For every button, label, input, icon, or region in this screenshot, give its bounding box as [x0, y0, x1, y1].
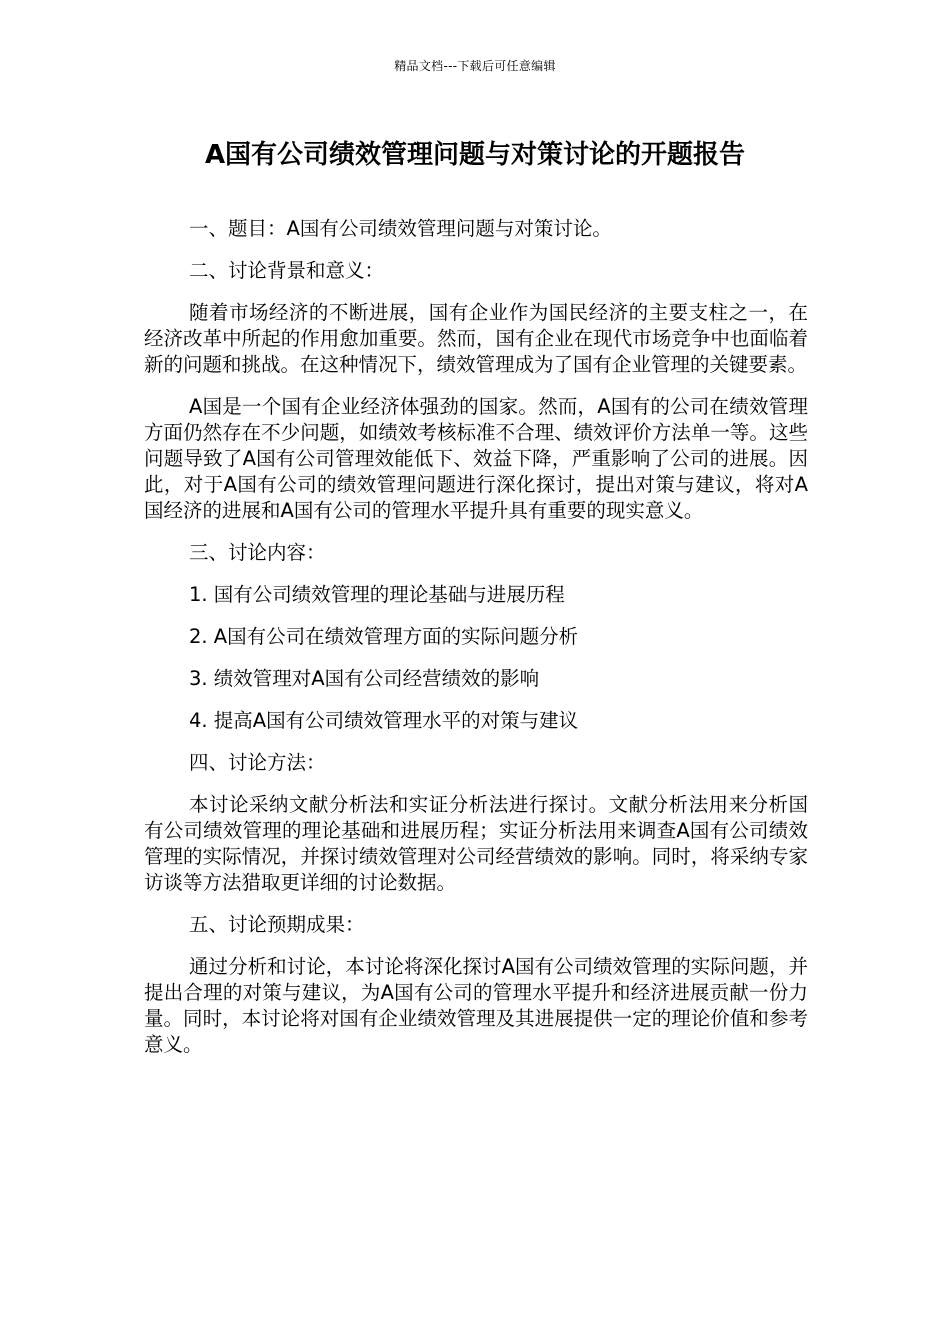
outcome-paragraph: 通过分析和讨论，本讨论将深化探讨A国有公司绩效管理的实际问题，并提出合理的对策与建议，为A国有公司的管理水平提升和经济进展贡献一份力量。同时，本讨论将对国有企业绩效管理及其进展提供一定的理论价值和参考意义。 — [144, 955, 808, 1056]
section-background-heading: 二、讨论背景和意义： — [189, 259, 385, 282]
content-item-1: 1. 国有公司绩效管理的理论基础与进展历程 — [189, 583, 565, 606]
section-content-heading: 三、讨论内容： — [189, 541, 326, 564]
method-paragraph: 本讨论采纳文献分析法和实证分析法进行探讨。文献分析法用来分析国有公司绩效管理的理论基础和进展历程；实证分析法用来调查A国有公司绩效管理的实际情况，并探讨绩效管理对公司经营绩效的影响。同时，将采纳专家访谈等方法猎取更详细的讨论数据。 — [144, 793, 808, 894]
section-topic-heading: 一、题目：A国有公司绩效管理问题与对策讨论。 — [189, 217, 612, 240]
header-note: 精品文档---下载后可任意编辑 — [394, 59, 556, 73]
document-title: A国有公司绩效管理问题与对策讨论的开题报告 — [204, 140, 746, 170]
content-item-4: 4. 提高A国有公司绩效管理水平的对策与建议 — [189, 709, 579, 732]
content-item-3: 3. 绩效管理对A国有公司经营绩效的影响 — [189, 667, 540, 690]
background-paragraph-1: 随着市场经济的不断进展，国有企业作为国民经济的主要支柱之一，在经济改革中所起的作用愈加重要。然而，国有企业在现代市场竞争中也面临着新的问题和挑战。在这种情况下，绩效管理成为了国有企业管理的关键要素。 — [144, 301, 808, 376]
section-method-heading: 四、讨论方法： — [189, 751, 326, 774]
document-body — [144, 216, 808, 1074]
background-paragraph-2: A国是一个国有企业经济体强劲的国家。然而，A国有的公司在绩效管理方面仍然存在不少问题，如绩效考核标准不合理、绩效评价方法单一等。这些问题导致了A国有公司管理效能低下、效益下降，严重影响了公司的进展。因此，对于A国有公司的绩效管理问题进行深化探讨，提出对策与建议，将对A国经济的进展和A国有公司的管理水平提升具有重要的现实意义。 — [144, 395, 808, 522]
content-item-2: 2. A国有公司在绩效管理方面的实际问题分析 — [189, 625, 579, 648]
section-outcome-heading: 五、讨论预期成果： — [189, 913, 365, 936]
